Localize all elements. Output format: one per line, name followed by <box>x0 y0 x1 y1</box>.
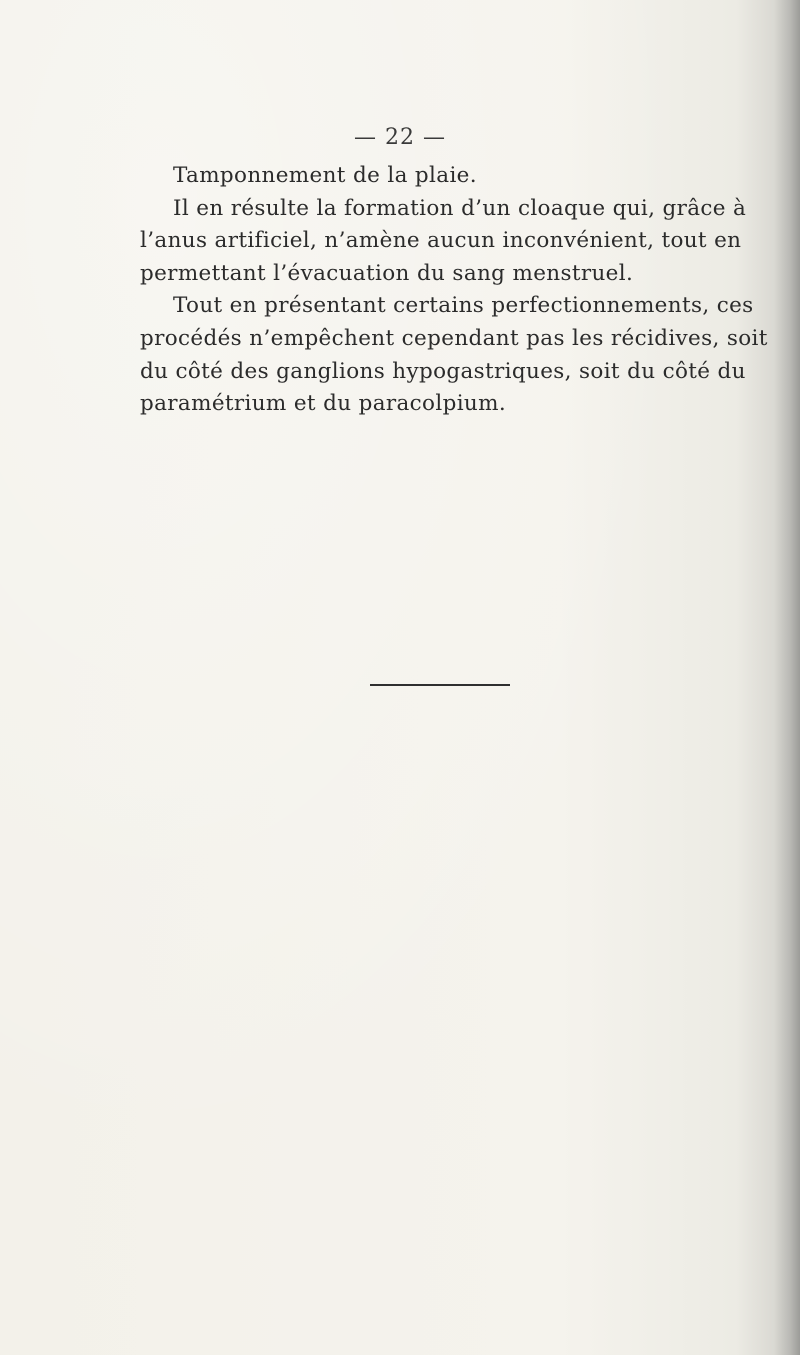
text-line-8: paramétrium et du paracolpium. <box>140 391 507 417</box>
text-line-4: permettant l’évacuation du sang menstruel. <box>140 260 634 286</box>
text-line-3: l’anus artificiel, n’amène aucun inconvénient, tout en <box>140 228 742 254</box>
text-line-2: Il en résulte la formation d’un cloaque qui, grâce à <box>173 195 747 221</box>
body-text <box>140 160 768 421</box>
page-edge-shadow <box>774 0 800 1355</box>
end-rule <box>370 684 510 686</box>
text-line-6: procédés n’empêchent cependant pas les récidives, soit <box>140 325 768 351</box>
page-number: — 22 — <box>354 125 446 150</box>
text-line-1: Tamponnement de la plaie. <box>173 163 477 188</box>
text-line-7: du côté des ganglions hypogastriques, soit du côté du <box>140 358 746 384</box>
text-line-5: Tout en présentant certains perfectionnements, ces <box>173 293 754 319</box>
